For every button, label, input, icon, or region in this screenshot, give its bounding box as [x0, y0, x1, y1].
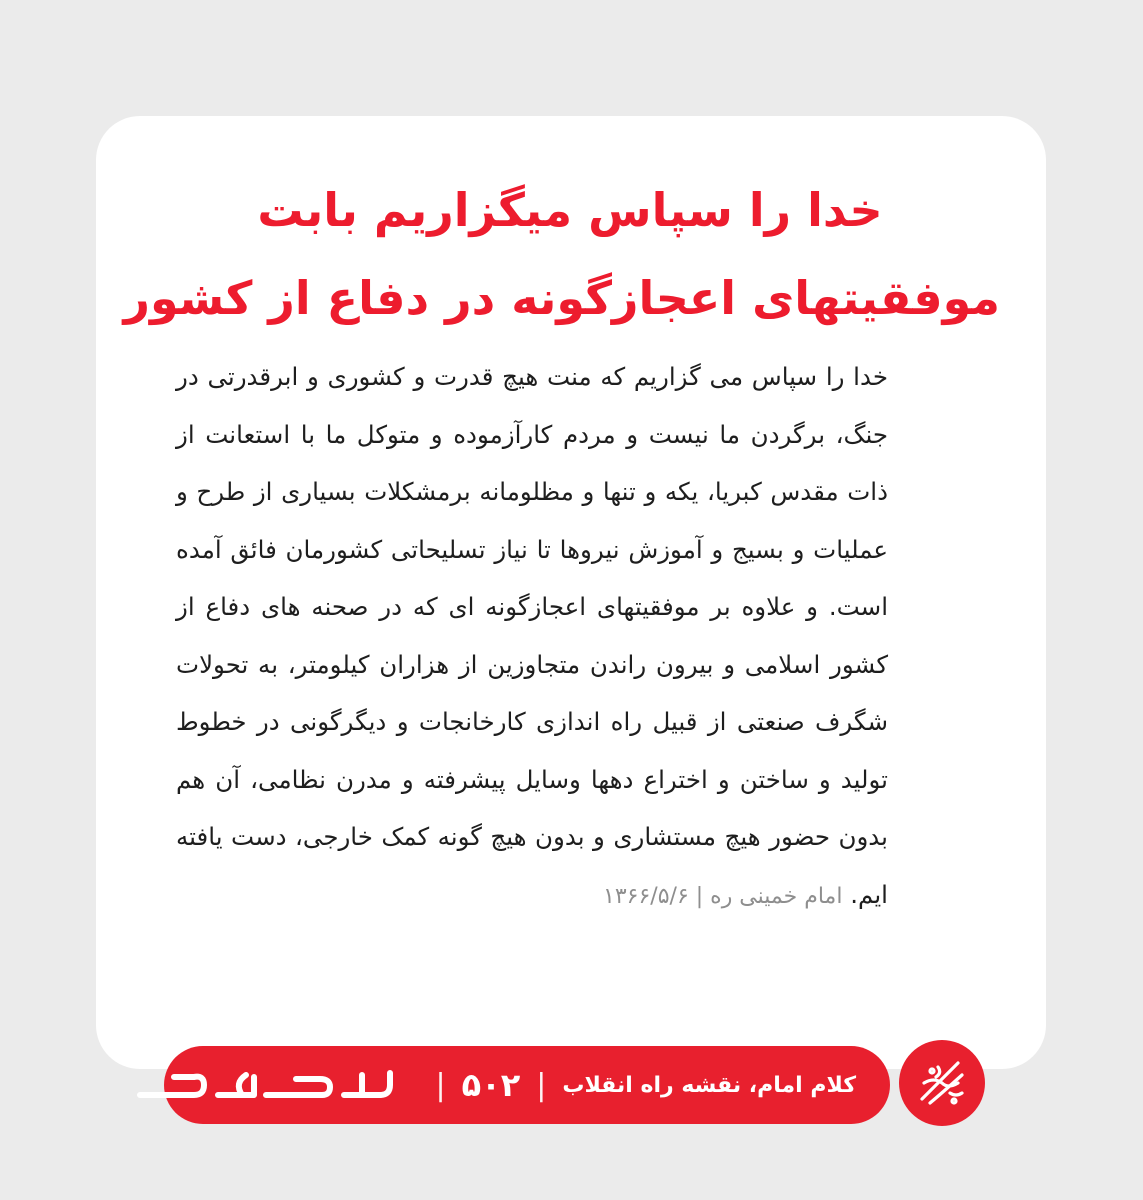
- quote-text: خدا را سپاس می گزاریم که منت هیچ قدرت و کشوری و ابرقدرتی در جنگ، برگردن ما نیست و مردم کارآزموده و متوکل ما با استعانت از ذات مقدس کبریا، یکه و تنها و مظلومانه برمشکلات بسیاری از طرح و عملیات و بسیج و آموزش نیروها تا نیاز تسلیحاتی کشورمان فائق آمده است. و علاوه بر موفقیتهای اعجازگونه ای که در صحنه های دفاع از کشور اسلامی و بیرون راندن متجاوزین از هزاران کیلومتر، به تحولات شگرف صنعتی از قبیل راه اندازی کارخانجات و دیگرگونی در خطوط تولید و ساختن و اختراع دهها وسایل پیشرفته و مدرن نظامی، آن هم بدون حضور هیچ مستشاری و بدون هیچ گونه کمک خارجی، دست یافته ایم.: [176, 362, 888, 909]
- headline-line-1: خدا را سپاس میگزاریم بابت: [257, 183, 883, 237]
- quote-attribution: امام خمینی ره | ۱۳۶۶/۵/۶: [603, 883, 843, 909]
- footer-separator: |: [536, 1067, 547, 1103]
- footer-bar: [164, 1046, 890, 1124]
- episode-number: ۵۰۲: [461, 1066, 521, 1104]
- headline: [123, 166, 1000, 342]
- headline-line-2: موفقیتهای اعجازگونه در دفاع از کشور: [123, 271, 1000, 325]
- footer-separator: |: [435, 1067, 446, 1103]
- brand-logo-icon: [134, 1065, 406, 1105]
- series-label: کلام امام، نقشه راه انقلاب: [562, 1072, 856, 1098]
- calligraphy-emblem-icon: [912, 1053, 972, 1113]
- quote-body: [176, 348, 888, 925]
- brand-logo: [134, 1065, 406, 1105]
- brand-badge: [899, 1040, 985, 1126]
